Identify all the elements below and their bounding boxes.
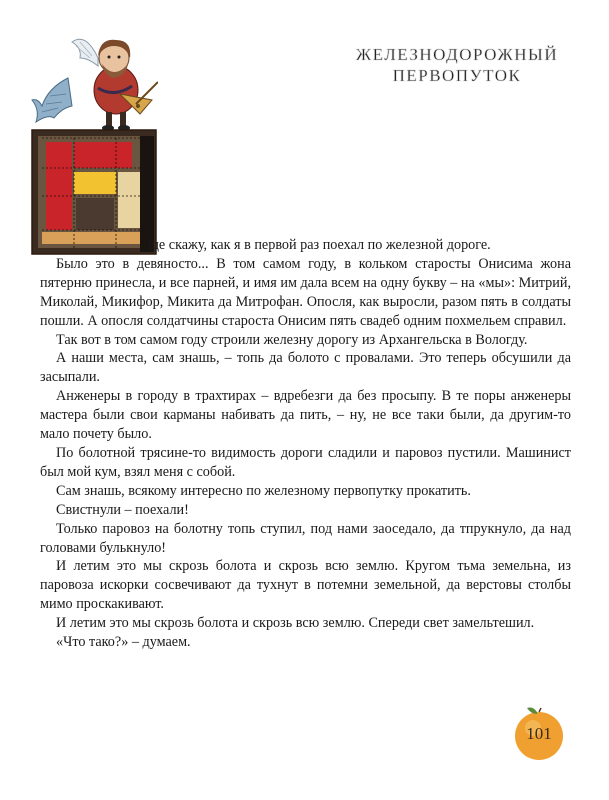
drop-cap-illustration bbox=[28, 28, 158, 258]
paragraph: «Что тако?» – думаем. bbox=[56, 634, 191, 651]
paragraph: А наши места, сам знашь, – топь да болото с провалами. Это теперь обсушили да засыпали. bbox=[40, 350, 571, 386]
page-number-badge bbox=[511, 706, 567, 762]
paragraph: Сам знашь, всякому интересно по железному первопутку прокатить. bbox=[56, 482, 471, 499]
paragraph: Было это в девяносто... В том самом году, в кольком старосты Онисима жона пятерню принесла, и все парней, и имя им дала всем на одну букву – на «мы»: Митрий, Миколай, Микифор, Микита да Митрофан. Опосля, как выросли, разом пять в солдаты пошли. А опосля солдатчины староста Онисим пять свадеб одним похмельем справил. bbox=[40, 255, 571, 329]
paragraph: И летим это мы скрозь болота и скрозь всю землю. Кругом тьма земельна, из паровоза искорки сосвечивают да тухнут в потемни земельной, да верстовы столбы мимо проскакивают. bbox=[40, 558, 571, 613]
chapter-title-line-2: ПЕРВОПУТОК bbox=[392, 66, 522, 85]
paragraph: Только паровоз на болотну топь ступил, под нами заоседало, да тпрукнуло, да над головами булькнуло! bbox=[40, 520, 571, 556]
paragraph: По болотной трясине-то видимость дороги сладили и паровоз пустили. Машинист был мой кум, взял меня с собой. bbox=[40, 444, 571, 480]
chapter-title-line-1: ЖЕЛЕЗНОДОРОЖНЫЙ bbox=[355, 45, 559, 64]
page-number: 101 bbox=[526, 724, 552, 743]
paragraph: Анженеры в городу в трахтирах – вдребезги да без просыпу. В те поры анженеры мастера были свои карманы набивать да пить, – ну, не все таки были, да другим-то мало почету было. bbox=[40, 388, 571, 443]
chapter-title bbox=[347, 44, 567, 86]
paragraph: Так вот в том самом году строили железну дорогу из Архангельска в Вологду. bbox=[56, 331, 528, 348]
mermaid-musician-on-letter-block-icon bbox=[28, 28, 158, 258]
body-text bbox=[40, 236, 571, 652]
paragraph: И летим это мы скрозь болота и скрозь всю землю. Спереди свет замельтешил. bbox=[56, 615, 535, 632]
paragraph: Свистнули – поехали! bbox=[56, 501, 189, 518]
paragraph: ще скажу, как я в первой раз поехал по железной дороге. bbox=[148, 237, 491, 253]
